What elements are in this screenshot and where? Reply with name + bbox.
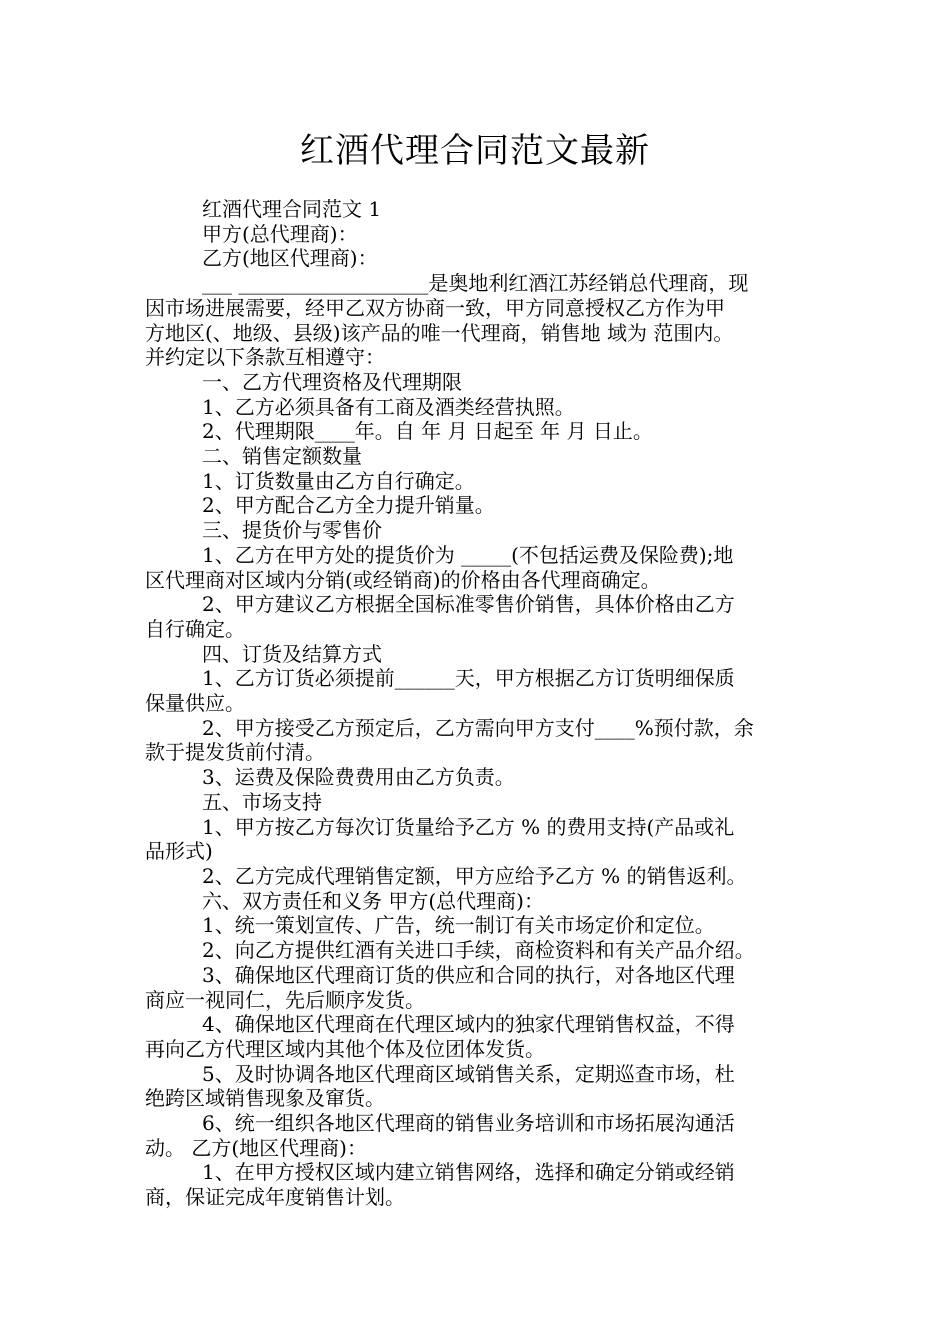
document-line: 商，保证完成年度销售计划。 (145, 1185, 405, 1210)
document-line: 1、乙方在甲方处的提货价为 _____(不包括运费及保险费);地 (202, 542, 734, 567)
document-line: 2、代理期限____年。自 年 月 日起至 年 月 日止。 (202, 419, 653, 444)
document-line: 甲方(总代理商)： (202, 221, 358, 246)
document-line: 1、统一策划宣传、广告，统一制订有关市场定价和定位。 (202, 913, 715, 938)
document-line: 1、乙方订货必须提前______天，甲方根据乙方订货明细保质 (202, 666, 735, 691)
document-line: 款于提发货前付清。 (145, 740, 325, 765)
document-line: 2、甲方建议乙方根据全国标准零售价销售，具体价格由乙方 (202, 592, 735, 617)
document-line: 四、订货及结算方式 (202, 641, 382, 666)
document-line: 因市场进展需要，经甲乙双方协商一致，甲方同意授权乙方作为甲 (145, 295, 725, 320)
document-line: 三、提货价与零售价 (202, 518, 382, 543)
document-line: 5、及时协调各地区代理商区域销售关系，定期巡查市场，杜 (202, 1061, 735, 1086)
document-line: 商应一视同仁，先后顺序发货。 (145, 987, 425, 1012)
document-line: 区代理商对区域内分销(或经销商)的价格由各代理商确定。 (145, 567, 661, 592)
document-line: 保量供应。 (145, 691, 245, 716)
document-line: 自行确定。 (145, 616, 245, 641)
document-line: 2、向乙方提供红酒有关进口手续，商检资料和有关产品介绍。 (202, 938, 755, 963)
document-line: 1、在甲方授权区域内建立销售网络，选择和确定分销或经销 (202, 1160, 735, 1185)
document-line: 6、统一组织各地区代理商的销售业务培训和市场拓展沟通活 (202, 1111, 735, 1136)
document-line: 2、甲方接受乙方预定后，乙方需向甲方支付____%预付款，余 (202, 715, 754, 740)
document-line: 红酒代理合同范文 1 (202, 197, 382, 221)
document-body (145, 197, 815, 1210)
document-line: 1、乙方必须具备有工商及酒类经营执照。 (202, 394, 575, 419)
document-line: 2、乙方完成代理销售定额，甲方应给予乙方 % 的销售返利。 (202, 863, 747, 888)
document-title: 红酒代理合同范文最新 (300, 131, 650, 171)
document-line: 二、销售定额数量 (202, 444, 362, 469)
document-line: 再向乙方代理区域内其他个体及位团体发货。 (145, 1036, 545, 1061)
document-line: 1、甲方按乙方每次订货量给予乙方 % 的费用支持(产品或礼 (202, 814, 735, 839)
document-line: 1、订货数量由乙方自行确定。 (202, 468, 475, 493)
document-line: 品形式) (145, 839, 213, 864)
document-line: 动。 乙方(地区代理商)： (145, 1135, 367, 1160)
document-line: ___ ___________________是奥地利红酒江苏经销总代理商，现 (202, 271, 749, 296)
document-line: 乙方(地区代理商)： (202, 246, 378, 271)
document-line: 2、甲方配合乙方全力提升销量。 (202, 493, 495, 518)
document-line: 并约定以下条款互相遵守： (145, 345, 385, 370)
document-line: 六、双方责任和义务 甲方(总代理商)： (202, 888, 544, 913)
document-line: 方地区(、地级、县级)该产品的唯一代理商，销售地 域为 范围内。 (145, 320, 734, 345)
document-line: 3、运费及保险费费用由乙方负责。 (202, 765, 515, 790)
document-line: 一、乙方代理资格及代理期限 (202, 369, 462, 394)
document-line: 绝跨区域销售现象及窜货。 (145, 1086, 385, 1111)
document-line: 4、确保地区代理商在代理区域内的独家代理销售权益，不得 (202, 1012, 735, 1037)
document-line: 五、市场支持 (202, 789, 322, 814)
document-line: 3、确保地区代理商订货的供应和合同的执行，对各地区代理 (202, 962, 735, 987)
